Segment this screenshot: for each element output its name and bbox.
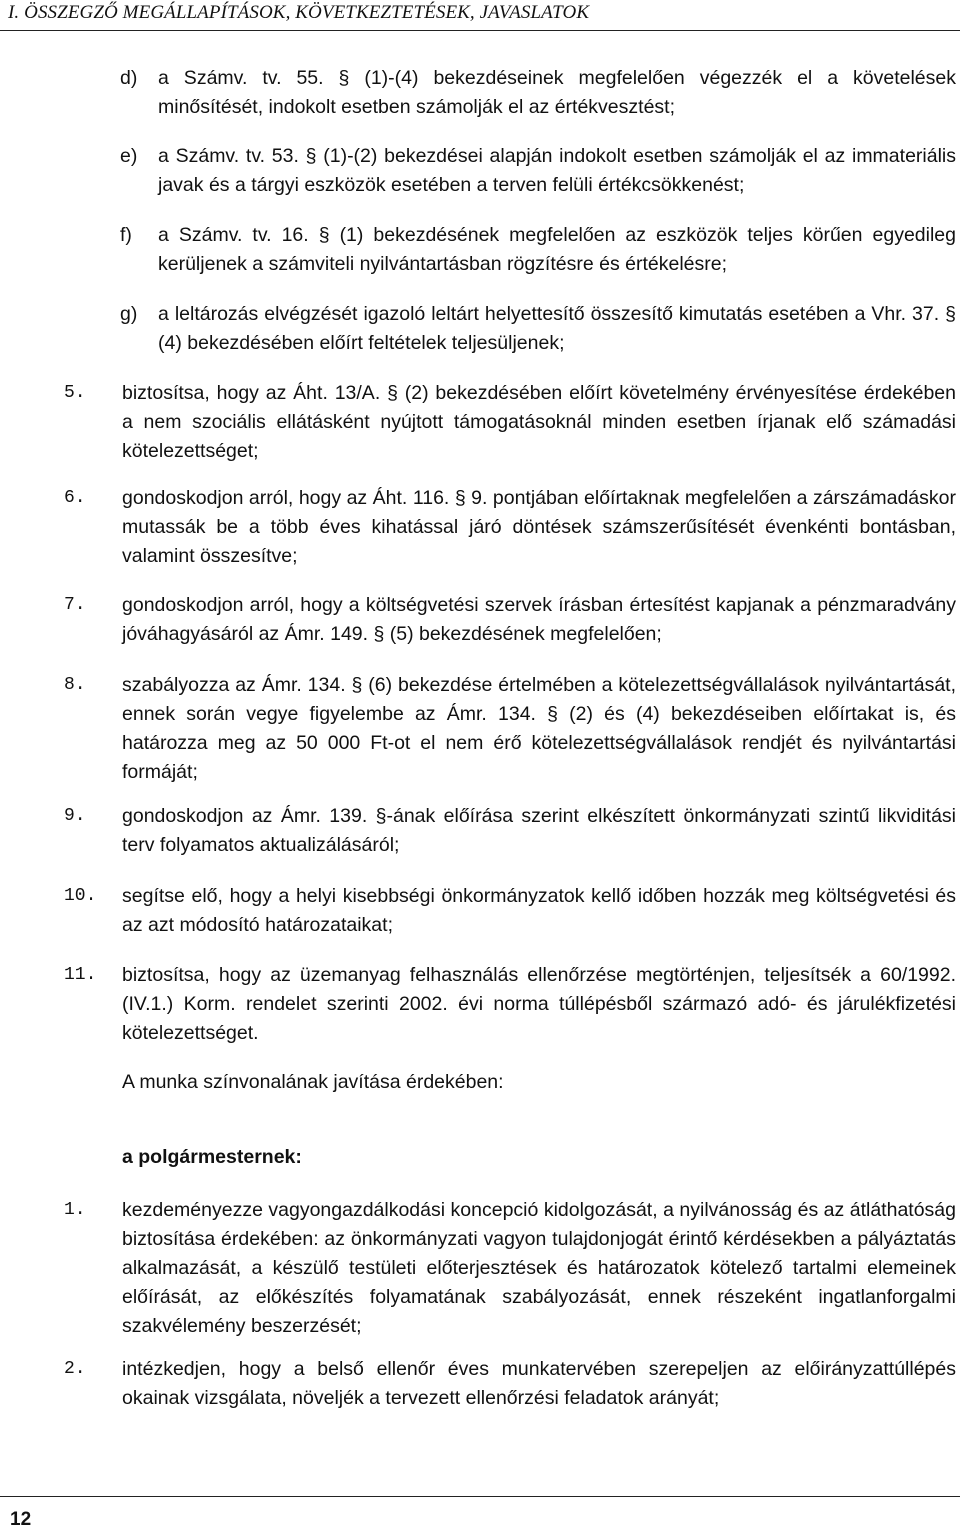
mayor-item-1 bbox=[64, 1196, 956, 1341]
sub-item-label: e) bbox=[120, 145, 138, 167]
page-footer bbox=[0, 1496, 960, 1535]
sub-item-f bbox=[120, 221, 956, 279]
sub-item-text: a Számv. tv. 55. § (1)-(4) bekezdéseinek megfelelően végezzék el a követelések minősítését, indokolt esetben számolják el az értékvesztést; bbox=[158, 67, 956, 118]
item-text: gondoskodjon az Ámr. 139. §-ának előírása szerint elkészített önkormányzati szintű likviditási terv folyamatos aktualizálásáról; bbox=[122, 805, 956, 856]
item-number: 1. bbox=[64, 1200, 86, 1220]
item-number: 6. bbox=[64, 488, 86, 508]
section-heading: a polgármesternek: bbox=[122, 1146, 302, 1168]
item-text: kezdeményezze vagyongazdálkodási koncepció kidolgozását, a nyilvánosság és az átláthatóság biztosítása érdekében: az önkormányzati vagyon tulajdonjogát érintő kérdésekben a pályáztatás alkalmazását, a készülő testületi előterjesztések és határozatok kötelező tartalmi elemeinek előírását, az előkészítés folyamatának szabályozását, ennek részeként ingatlanforgalmi szakvélemény beszerzését; bbox=[122, 1199, 956, 1337]
item-text: gondoskodjon arról, hogy a költségvetési szervek írásban értesítést kapjanak a pénzmaradvány jóváhagyásáról az Ámr. 149. § (5) bekezdésének megfelelően; bbox=[122, 594, 956, 645]
sub-item-text: a Számv. tv. 53. § (1)-(2) bekezdései alapján indokolt esetben számolják el az immateriális javak és a tárgyi eszközök esetében a terven felüli értékcsökkenést; bbox=[158, 145, 956, 196]
list-item-5 bbox=[64, 379, 956, 466]
item-text: biztosítsa, hogy az Áht. 13/A. § (2) bekezdésében előírt követelmény érvényesítése érdekében a nem szociális ellátásként nyújtott támogatásoknál minden esetben írjanak elő számadási kötelezettséget; bbox=[122, 382, 956, 462]
chapter-title: I. ÖSSZEGZŐ MEGÁLLAPÍTÁSOK, KÖVETKEZTETÉSEK, JAVASLATOK bbox=[8, 2, 590, 23]
intro-text: A munka színvonalának javítása érdekében: bbox=[122, 1071, 504, 1093]
list-item-10 bbox=[64, 882, 956, 940]
page-number: 12 bbox=[10, 1509, 32, 1530]
item-number: 5. bbox=[64, 383, 86, 403]
mayor-item-2 bbox=[64, 1355, 956, 1413]
item-text: intézkedjen, hogy a belső ellenőr éves munkatervében szerepeljen az előirányzattúllépés okainak vizsgálata, növeljék a tervezett ellenőrzési feladatok arányát; bbox=[122, 1358, 956, 1409]
sub-item-d bbox=[120, 64, 956, 122]
sub-item-text: a leltározás elvégzését igazoló leltárt helyettesítő összesítő kimutatás esetében a Vhr. 37. § (4) bekezdésében előírt feltételek teljesüljenek; bbox=[158, 303, 956, 354]
item-text: segítse elő, hogy a helyi kisebbségi önkormányzatok kellő időben hozzák meg költségvetési és az azt módosító határozataikat; bbox=[122, 885, 956, 936]
item-number: 7. bbox=[64, 595, 86, 615]
list-item-9 bbox=[64, 802, 956, 860]
item-number: 8. bbox=[64, 675, 86, 695]
item-text: biztosítsa, hogy az üzemanyag felhasználás ellenőrzése megtörténjen, teljesítsék a 60/1992. (IV.1.) Korm. rendelet szerinti 2002. évi norma túllépésből származó adó- és járulékfizetési kötelezettséget. bbox=[122, 964, 956, 1044]
item-number: 9. bbox=[64, 806, 86, 826]
sub-item-g bbox=[120, 300, 956, 358]
sub-item-e bbox=[120, 142, 956, 200]
list-item-11 bbox=[64, 961, 956, 1048]
item-text: gondoskodjon arról, hogy az Áht. 116. § 9. pontjában előírtaknak megfelelően a zárszámadáskor mutassák be a több éves kihatással járó döntések számszerűsítését évenkénti bontásban, valamint összesítve; bbox=[122, 487, 956, 567]
item-number: 2. bbox=[64, 1359, 86, 1379]
sub-item-label: f) bbox=[120, 224, 132, 246]
sub-item-text: a Számv. tv. 16. § (1) bekezdésének megfelelően az eszközök teljes körűen egyedileg kerüljenek a számviteli nyilvántartásban rögzítésre és értékelésre; bbox=[158, 224, 956, 275]
item-number: 10. bbox=[64, 886, 97, 906]
list-item-8 bbox=[64, 671, 956, 787]
item-number: 11. bbox=[64, 965, 97, 985]
list-item-7 bbox=[64, 591, 956, 649]
sub-item-label: d) bbox=[120, 67, 138, 89]
item-text: szabályozza az Ámr. 134. § (6) bekezdése értelmében a kötelezettségvállalások nyilvántartását, ennek során vegye figyelembe az Ámr. 134. § (2) és (4) bekezdéseiben előírtakat is, és határozza meg az 50 000 Ft-ot el nem érő kötelezettségvállalások rendjét és nyilvántartási formáját; bbox=[122, 674, 956, 783]
list-item-6 bbox=[64, 484, 956, 571]
sub-item-label: g) bbox=[120, 303, 138, 325]
page-header bbox=[0, 0, 960, 31]
